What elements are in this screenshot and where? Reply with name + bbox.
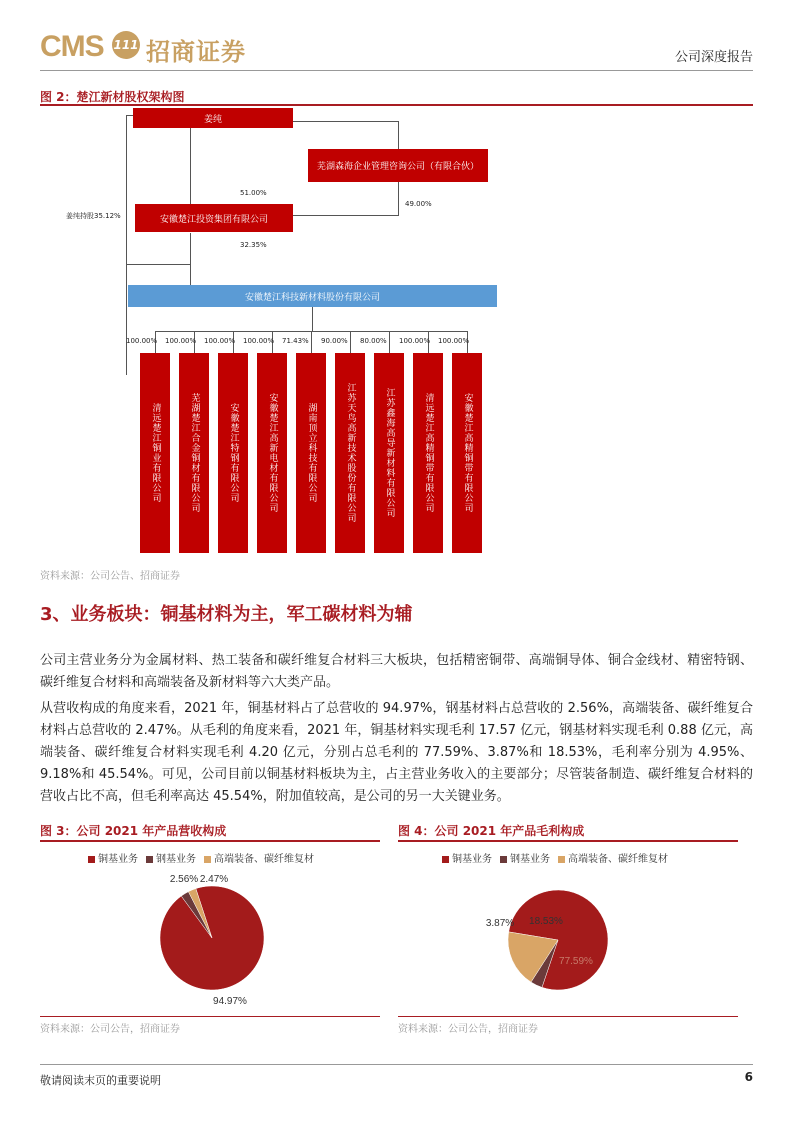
legend-swatch-steel — [146, 856, 153, 863]
figure4-source: 资料来源：公司公告，招商证券 — [398, 1024, 538, 1035]
subsidiary-connector — [311, 331, 312, 353]
legend-item: 钢基业务 — [500, 850, 550, 865]
pie-data-label: 2.56% — [169, 874, 199, 885]
subsidiary-box: 江苏天鸟高新技术股份有限公司 — [335, 353, 365, 553]
line-direct — [126, 115, 127, 375]
legend-item: 钢基业务 — [146, 850, 196, 865]
subsidiary-connector — [350, 331, 351, 353]
line-direct-top — [126, 115, 133, 116]
line-group-listed — [190, 233, 191, 285]
paragraph-2: 从营收构成的角度来看，2021 年，铜基材料占了总营收的 94.97%，钢基材料占总营收的 2.56%，高端装备、碳纤维复合材料占总营收的 2.47%。从毛利的角度来看，2021 年，铜基材料实现毛利 17.57 亿元，钢基材料实现毛利 0.88 亿元，高端装备、碳纤维复合材料实现毛利 4.20 亿元，分别占总毛利的 77.59%、3.87%和 18.53%，毛利率分别为 4.95%、9.18%和 45.54%。可见，公司目前以铜基材料板块为主，占主营业务收入的主要部分；尽管装备制造、碳纤维复合材料的营收占比不高，但毛利率高达 45.54%，附加值较高，是公司的另一大关键业务。 — [40, 701, 753, 804]
legend-item: 铜基业务 — [88, 850, 138, 865]
pie-data-label: 3.87% — [485, 918, 515, 929]
line-listed-down — [312, 306, 313, 331]
revenue-pie-chart — [140, 870, 300, 1010]
ownership-chart — [40, 108, 753, 563]
pie-data-label: 94.97% — [213, 996, 247, 1007]
legend-swatch-copper — [442, 856, 449, 863]
logo-badge-icon: 111 — [112, 31, 140, 59]
line-consult-to-group — [293, 215, 399, 216]
pie-data-label: 77.59% — [559, 956, 593, 967]
figure3-title: 图 3：公司 2021 年产品营收构成 — [40, 824, 227, 838]
figure2-title: 图 2：楚江新材股权架构图 — [40, 90, 185, 104]
subsidiary-box: 安徽楚江特钢有限公司 — [218, 353, 248, 553]
subsidiary-box: 清远楚江高精铜带有限公司 — [413, 353, 443, 553]
figure3-source: 资料来源：公司公告，招商证券 — [40, 1024, 180, 1035]
box-group: 安徽楚江投资集团有限公司 — [135, 204, 293, 232]
subsidiary-box: 安徽楚江高精铜带有限公司 — [452, 353, 482, 553]
subsidiary-stake: 100.00% — [399, 337, 431, 345]
line-consult-v — [398, 121, 399, 149]
figure3-title-bar — [40, 840, 380, 842]
subsidiary-stake: 80.00% — [360, 337, 387, 345]
subsidiary-stake: 90.00% — [321, 337, 348, 345]
figure4-title-bar — [398, 840, 738, 842]
paragraph-1: 公司主营业务分为金属材料、热工装备和碳纤维复合材料三大板块，包括精密铜带、高端铜导体、铜合金线材、精密特钢、碳纤维复合材料和高端装备及新材料等六大类产品。 — [40, 653, 753, 690]
line-group — [190, 128, 191, 204]
subsidiary-stake: 100.00% — [204, 337, 236, 345]
box-top-holder: 姜纯 — [133, 108, 293, 128]
subsidiary-connector — [389, 331, 390, 353]
profit-pie-chart — [470, 870, 640, 1010]
page-number: 6 — [744, 1070, 753, 1084]
header-rule — [40, 70, 753, 71]
subsidiary-stake: 100.00% — [243, 337, 275, 345]
figure4-title: 图 4：公司 2021 年产品毛利构成 — [398, 824, 585, 838]
subsidiary-box: 江苏鑫海高导新材料有限公司 — [374, 353, 404, 553]
line-direct-join — [126, 264, 190, 265]
subsidiary-stake: 71.43% — [282, 337, 309, 345]
subsidiary-stake: 100.00% — [438, 337, 470, 345]
logo-cn: 招商证券 — [146, 38, 246, 66]
stake-group: 51.00% — [240, 189, 267, 197]
figure3-legend — [88, 850, 314, 865]
box-listed: 安徽楚江科技新材料股份有限公司 — [128, 285, 497, 307]
figure3-bottom-rule — [40, 1016, 380, 1017]
section-title: 3、业务板块：铜基材料为主，军工碳材料为辅 — [40, 604, 413, 625]
legend-item: 高端装备、碳纤维复材 — [558, 850, 668, 865]
figure2-source: 资料来源：公司公告、招商证券 — [40, 571, 180, 582]
figure4-legend — [442, 850, 668, 865]
subsidiary-stake: 100.00% — [165, 337, 197, 345]
legend-swatch-steel — [500, 856, 507, 863]
stake-listed: 32.35% — [240, 241, 267, 249]
line-consult-h — [292, 121, 398, 122]
logo-cms: CMS — [40, 30, 104, 63]
subsidiary-box: 清远楚江铜业有限公司 — [140, 353, 170, 553]
legend-item: 铜基业务 — [442, 850, 492, 865]
subsidiary-box: 芜湖楚江合金铜材有限公司 — [179, 353, 209, 553]
report-type: 公司深度报告 — [674, 50, 753, 65]
legend-swatch-equipment — [204, 856, 211, 863]
subsidiary-stake: 100.00% — [126, 337, 158, 345]
line-consult-down — [398, 182, 399, 215]
footer-note: 敬请阅读末页的重要说明 — [40, 1074, 161, 1087]
subsidiary-box: 湖南顶立科技有限公司 — [296, 353, 326, 553]
stake-consulting: 49.00% — [405, 200, 432, 208]
legend-item: 高端装备、碳纤维复材 — [204, 850, 314, 865]
footer-rule — [40, 1064, 753, 1065]
figure2-title-bar — [40, 104, 753, 106]
pie-data-label: 18.53% — [529, 916, 563, 927]
box-consulting: 芜湖森海企业管理咨询公司（有限合伙） — [308, 149, 488, 182]
stake-direct: 姜纯持股35.12% — [66, 212, 121, 220]
pie-data-label: 2.47% — [199, 874, 229, 885]
figure4-bottom-rule — [398, 1016, 738, 1017]
legend-swatch-copper — [88, 856, 95, 863]
subsidiary-box: 安徽楚江高新电材有限公司 — [257, 353, 287, 553]
legend-swatch-equipment — [558, 856, 565, 863]
